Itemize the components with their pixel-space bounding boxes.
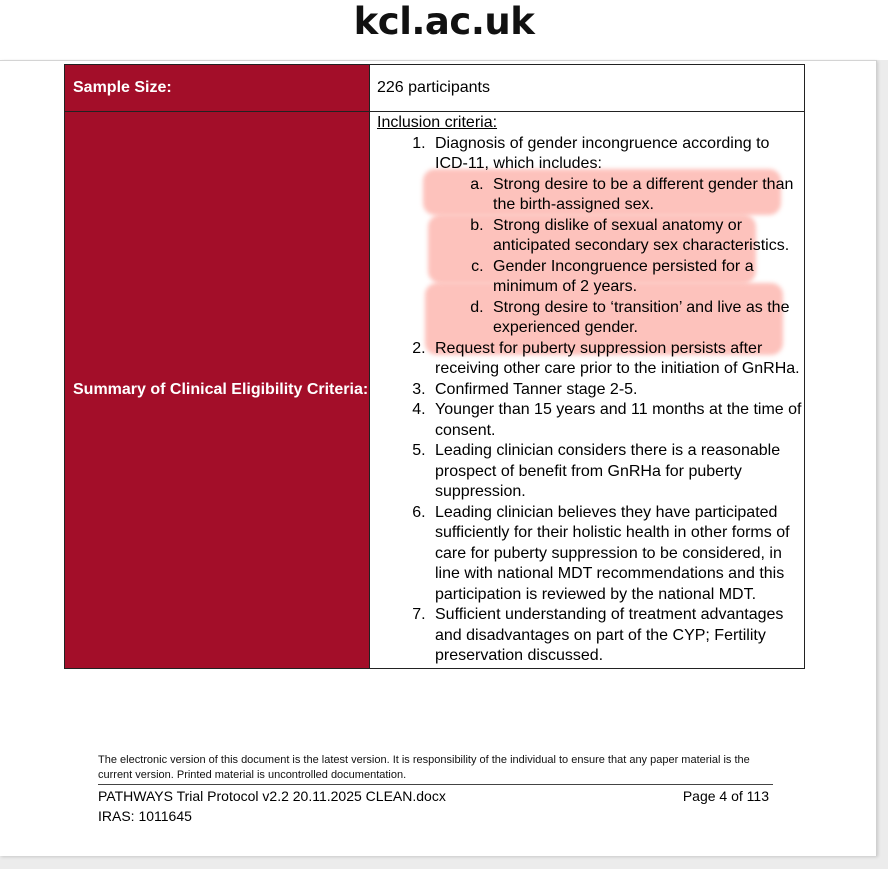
list-item — [488, 175, 804, 216]
list-item — [430, 441, 804, 503]
eligibility-label: Summary of Clinical Eligibility Criteria: — [65, 112, 370, 669]
page-number: Page 4 of 113 — [682, 788, 769, 804]
list-item — [430, 134, 804, 339]
page-footer — [98, 753, 773, 824]
inclusion-criteria-heading: Inclusion criteria: — [377, 114, 498, 131]
subcriterion-text: Strong desire to be a different gender than the birth-assigned sex. — [493, 175, 794, 213]
list-item — [430, 503, 804, 606]
criterion-text: Sufficient understanding of treatment advantages and disadvantages on part of the CYP; Fertility preservation discussed. — [435, 606, 784, 664]
subcriterion-text: Strong desire to ‘transition’ and live as the experienced gender. — [493, 298, 790, 336]
list-item — [488, 298, 804, 339]
subcriterion-text: Strong dislike of sexual anatomy or anticipated secondary sex characteristics. — [493, 216, 790, 254]
document-page — [0, 60, 877, 856]
inclusion-criteria-list — [377, 134, 804, 667]
table-row — [65, 112, 805, 669]
protocol-table — [64, 64, 805, 669]
criterion-text: Diagnosis of gender incongruence according to ICD-11, which includes: — [435, 134, 770, 172]
sample-size-label: Sample Size: — [65, 65, 370, 112]
uncontrolled-copy-notice: The electronic version of this document is the latest version. It is responsibility of the individual to ensure that any paper material is the current version. Printed material is uncontrolled documentation. — [98, 754, 750, 781]
criterion-text: Leading clinician believes they have participated sufficiently for their holistic health in other forms of care for puberty suppression to be considered, in line with national MDT recommendations and this participation is reviewed by the national MDT. — [435, 503, 790, 603]
list-item — [430, 380, 804, 401]
list-item — [430, 339, 804, 380]
footer-row — [98, 788, 773, 804]
subcriterion-text: Gender Incongruence persisted for a minimum of 2 years. — [493, 257, 754, 295]
browser-address-bar[interactable] — [0, 0, 888, 60]
list-item — [488, 216, 804, 257]
sample-size-value: 226 participants — [370, 65, 805, 112]
criterion-text: Confirmed Tanner stage 2-5. — [435, 380, 638, 398]
list-item — [430, 605, 804, 667]
footer-divider — [98, 784, 773, 785]
list-item — [430, 400, 804, 441]
criterion-text: Leading clinician considers there is a reasonable prospect of benefit from GnRHa for puberty suppression. — [435, 442, 781, 500]
criterion-text: Request for puberty suppression persists after receiving other care prior to the initiation of GnRHa. — [435, 339, 800, 377]
list-item — [488, 257, 804, 298]
table-row — [65, 65, 805, 112]
document-filename: PATHWAYS Trial Protocol v2.2 20.11.2025 CLEAN.docx — [98, 788, 446, 804]
iras-number: IRAS: 1011645 — [98, 808, 192, 824]
criterion-text: Younger than 15 years and 11 months at the time of consent. — [435, 401, 802, 439]
eligibility-criteria — [370, 112, 805, 669]
icd11-sublist — [435, 175, 804, 339]
site-domain: kcl.ac.uk — [353, 0, 535, 43]
